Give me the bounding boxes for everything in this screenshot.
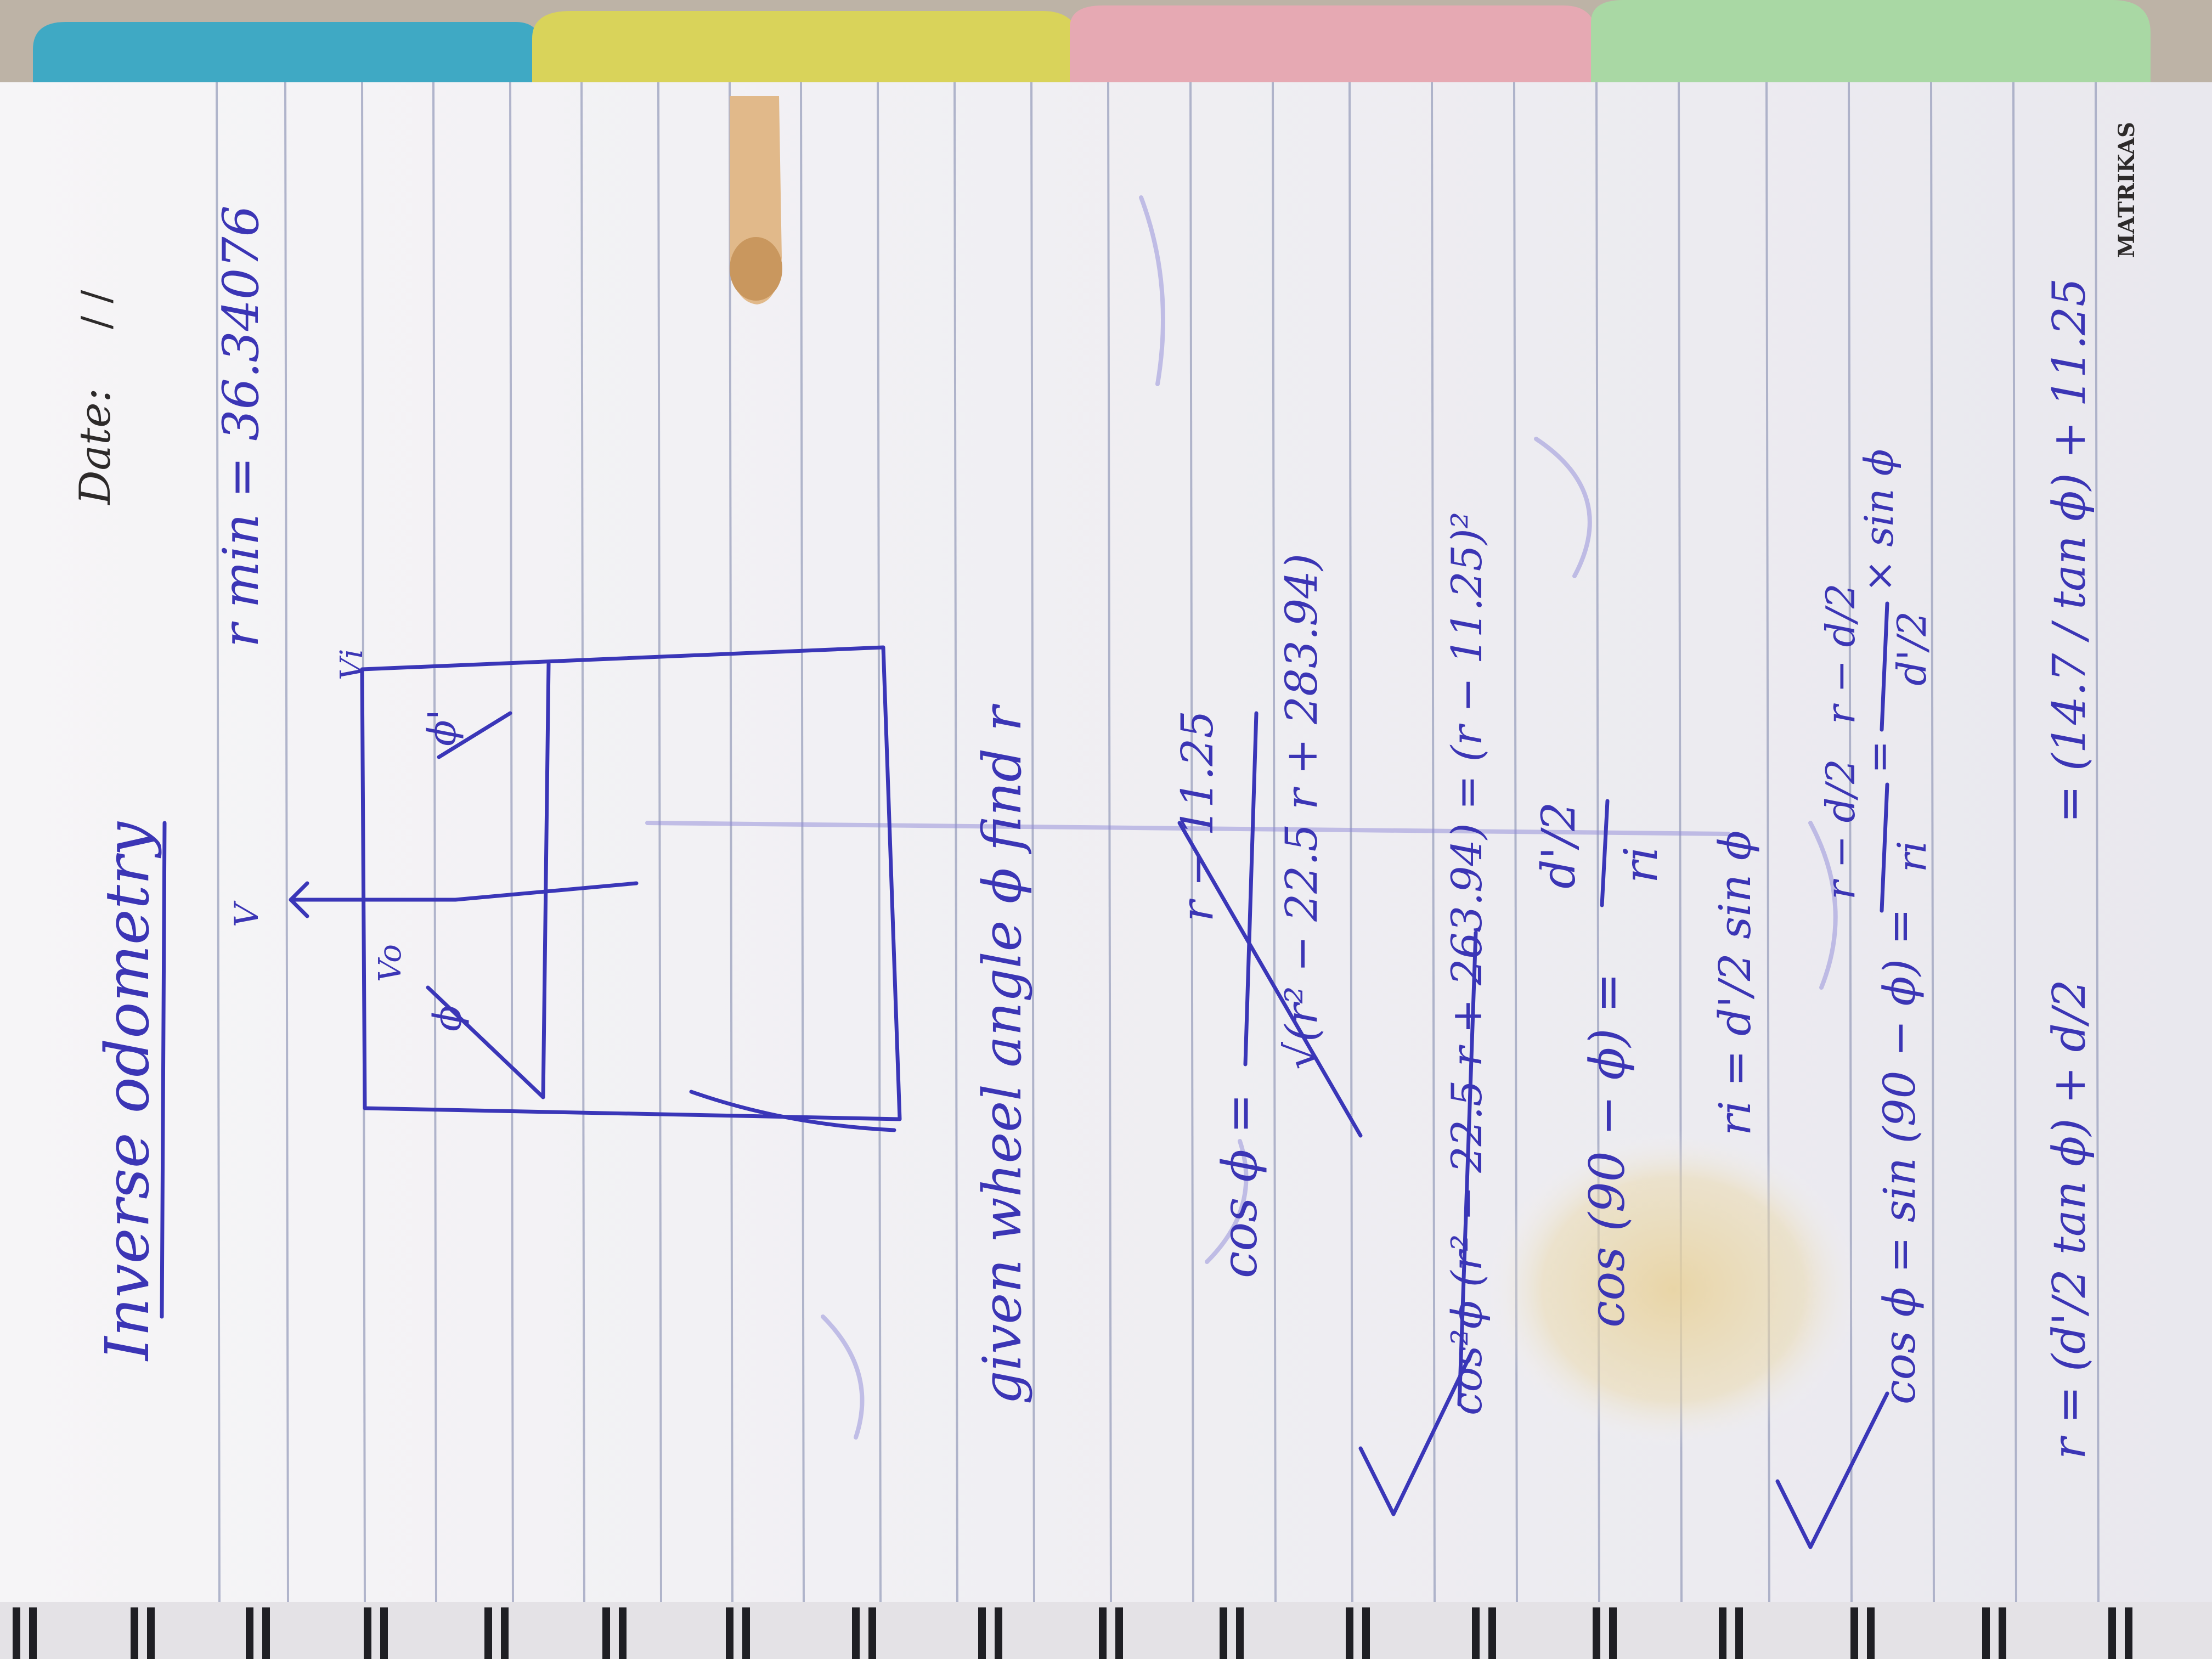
- brand-logo: MATRIKAS: [2114, 122, 2140, 258]
- line5-frac2-num: r − d/2: [1818, 583, 1864, 724]
- line7-equation: = (14.7 / tan ϕ) + 11.25: [2044, 278, 2096, 823]
- line3-lhs: cos (90 − ϕ) =: [1579, 972, 1635, 1328]
- label-vi: Vi: [334, 648, 370, 680]
- date-value: / /: [73, 290, 119, 329]
- label-phi: ϕ: [425, 1005, 470, 1031]
- label-v: V: [228, 903, 266, 927]
- line1-numerator: r − 11.25: [1172, 710, 1223, 922]
- title-underline: [162, 823, 165, 1317]
- line3-numerator: d'/2: [1532, 802, 1585, 889]
- pencil-tip: [730, 96, 782, 304]
- label-vo: Vo: [373, 944, 408, 982]
- label-phi-prime: ϕ': [420, 709, 465, 746]
- given-statement: given wheel angle ϕ find r: [972, 706, 1033, 1404]
- line5-frac1-num: r − d/2: [1818, 759, 1864, 900]
- coffee-stain: [1487, 1130, 1860, 1448]
- line5-frac1-den: ri: [1889, 840, 1935, 872]
- notebook-page: [0, 82, 2212, 1659]
- line3-denominator: ri: [1614, 846, 1668, 883]
- line5-tail: × sin ϕ: [1856, 449, 1902, 592]
- line5-lhs: cos ϕ = sin (90 − ϕ) =: [1874, 908, 1925, 1404]
- spiral-binding: [0, 1602, 2212, 1659]
- line1-denominator: √(r² − 22.5 r + 283.94): [1276, 553, 1327, 1070]
- line6-equation: r = (d'/2 tan ϕ) + d/2: [2044, 979, 2096, 1459]
- date-label: Date:: [71, 388, 120, 505]
- notes-title: Inverse odometry: [92, 822, 162, 1361]
- line2-equation: cos²ϕ (r² − 22.5 r + 263.94) = (r − 11.25)²: [1442, 511, 1491, 1415]
- line5-frac2-den: d'/2: [1889, 611, 1935, 686]
- line1-lhs: cos ϕ =: [1211, 1093, 1268, 1278]
- line4-equation: ri = d'/2 sin ϕ: [1709, 830, 1760, 1136]
- rmin-note: r min = 36.34076: [212, 205, 270, 647]
- line5-eq: =: [1856, 740, 1902, 774]
